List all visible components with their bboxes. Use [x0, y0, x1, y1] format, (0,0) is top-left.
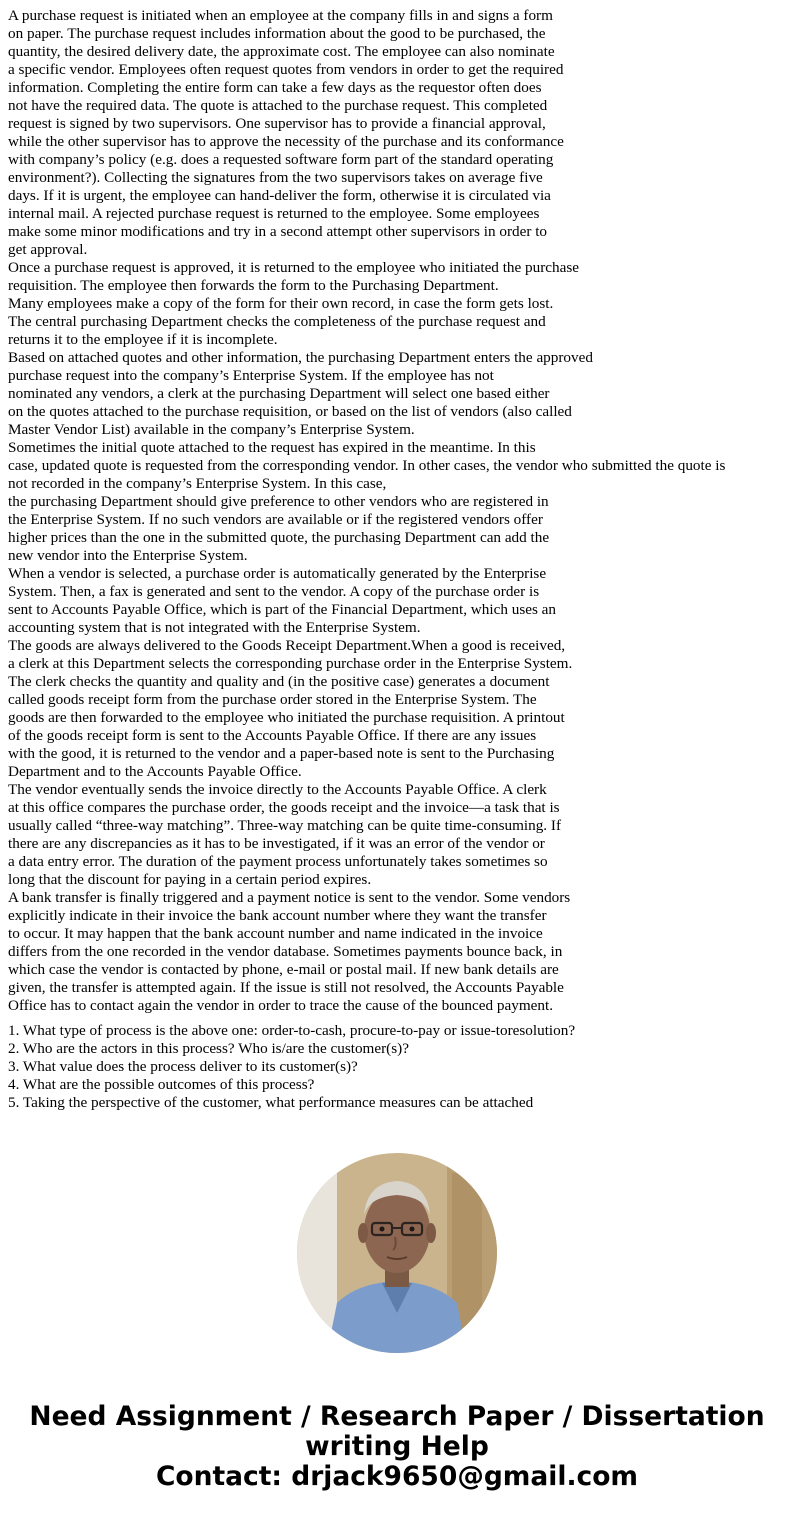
text-line: sent to Accounts Payable Office, which is part of the Financial Department, which uses an	[8, 601, 557, 618]
text-line: Office has to contact again the vendor in order to trace the cause of the bounced payment.	[8, 997, 553, 1014]
text-line: new vendor into the Enterprise System.	[8, 547, 248, 564]
text-line: Department and to the Accounts Payable Office.	[8, 763, 302, 780]
text-line: a specific vendor. Employees often request quotes from vendors in order to get the required	[8, 61, 564, 78]
text-line: there are any discrepancies as it has to be investigated, if it was an error of the vendor or	[8, 835, 545, 852]
text-line: the purchasing Department should give preference to other vendors who are registered in	[8, 493, 549, 510]
text-line: on paper. The purchase request includes information about the good to be purchased, the	[8, 25, 546, 42]
text-line: not have the required data. The quote is attached to the purchase request. This completed	[8, 97, 548, 114]
text-line: purchase request into the company’s Enterprise System. If the employee has not	[8, 367, 494, 384]
text-line: of the goods receipt form is sent to the Accounts Payable Office. If there are any issues	[8, 727, 537, 744]
text-line: get approval.	[8, 241, 88, 258]
text-line: Sometimes the initial quote attached to the request has expired in the meantime. In this	[8, 439, 536, 456]
text-line: usually called “three-way matching”. Three-way matching can be quite time-consuming. If	[8, 817, 562, 834]
text-line: quantity, the desired delivery date, the approximate cost. The employee can also nominate	[8, 43, 555, 60]
footer-contact: Contact: drjack9650@gmail.com	[155, 1461, 639, 1492]
paragraph	[8, 7, 788, 259]
question-item: 5. Taking the perspective of the customer, what performance measures can be attached	[8, 1094, 534, 1111]
paragraph	[8, 565, 788, 637]
text-line: called goods receipt form from the purchase order stored in the Enterprise System. The	[8, 691, 537, 708]
paragraph	[8, 349, 788, 439]
text-line: higher prices than the one in the submitted quote, the purchasing Department can add the	[8, 529, 550, 546]
text-line: Master Vendor List) available in the company’s Enterprise System.	[8, 421, 415, 438]
text-line: requisition. The employee then forwards the form to the Purchasing Department.	[8, 277, 499, 294]
paragraph	[8, 439, 788, 565]
text-line: internal mail. A rejected purchase request is returned to the employee. Some employees	[8, 205, 540, 222]
text-line: which case the vendor is contacted by phone, e-mail or postal mail. If new bank details are	[8, 961, 559, 978]
paragraph	[8, 637, 788, 781]
document-body	[8, 7, 788, 1112]
text-line: accounting system that is not integrated with the Enterprise System.	[8, 619, 421, 636]
text-line: given, the transfer is attempted again. If the issue is still not resolved, the Accounts Payable	[8, 979, 564, 996]
text-line: differs from the one recorded in the vendor database. Sometimes payments bounce back, in	[8, 943, 563, 960]
text-line: while the other supervisor has to approve the necessity of the purchase and its conformance	[8, 133, 564, 150]
text-line: not recorded in the company’s Enterprise System. In this case,	[8, 475, 387, 492]
text-line: explicitly indicate in their invoice the bank account number where they want the transfer	[8, 907, 547, 924]
text-line: to occur. It may happen that the bank account number and name indicated in the invoice	[8, 925, 543, 942]
text-line: The vendor eventually sends the invoice directly to the Accounts Payable Office. A clerk	[8, 781, 547, 798]
avatar-portrait-icon	[297, 1153, 497, 1353]
text-line: case, updated quote is requested from the corresponding vendor. In other cases, the vendor who submitted the quote is	[8, 457, 726, 474]
text-line: When a vendor is selected, a purchase order is automatically generated by the Enterprise	[8, 565, 547, 582]
text-line: the Enterprise System. If no such vendors are available or if the registered vendors offer	[8, 511, 543, 528]
text-line: environment?). Collecting the signatures from the two supervisors takes on average five	[8, 169, 543, 186]
text-line: Once a purchase request is approved, it is returned to the employee who initiated the purchase	[8, 259, 580, 276]
question-item: 3. What value does the process deliver to its customer(s)?	[8, 1058, 358, 1075]
footer-promo	[0, 1402, 794, 1492]
text-line: A bank transfer is finally triggered and a payment notice is sent to the vendor. Some vendors	[8, 889, 571, 906]
paragraphs	[8, 7, 788, 1015]
text-line: a data entry error. The duration of the payment process unfortunately takes sometimes so	[8, 853, 548, 870]
text-line: Many employees make a copy of the form for their own record, in case the form gets lost.	[8, 295, 554, 312]
question-item: 1. What type of process is the above one: order-to-cash, procure-to-pay or issue-toresolution?	[8, 1022, 576, 1039]
text-line: a clerk at this Department selects the corresponding purchase order in the Enterprise System.	[8, 655, 573, 672]
text-line: returns it to the employee if it is incomplete.	[8, 331, 278, 348]
text-line: on the quotes attached to the purchase requisition, or based on the list of vendors (also called	[8, 403, 572, 420]
text-line: The clerk checks the quantity and quality and (in the positive case) generates a document	[8, 673, 550, 690]
text-line: with company’s policy (e.g. does a requested software form part of the standard operating	[8, 151, 554, 168]
text-line: A purchase request is initiated when an employee at the company fills in and signs a form	[8, 7, 553, 24]
text-line: days. If it is urgent, the employee can hand-deliver the form, otherwise it is circulated via	[8, 187, 551, 204]
question-item: 4. What are the possible outcomes of this process?	[8, 1076, 315, 1093]
text-line: long that the discount for paying in a certain period expires.	[8, 871, 372, 888]
paragraph	[8, 781, 788, 889]
text-line: information. Completing the entire form can take a few days as the requestor often does	[8, 79, 542, 96]
text-line: System. Then, a fax is generated and sent to the vendor. A copy of the purchase order is	[8, 583, 540, 600]
text-line: nominated any vendors, a clerk at the purchasing Department will select one based either	[8, 385, 550, 402]
text-line: The goods are always delivered to the Goods Receipt Department.When a good is received,	[8, 637, 566, 654]
question-item: 2. Who are the actors in this process? Who is/are the customer(s)?	[8, 1040, 409, 1057]
text-line: make some minor modifications and try in a second attempt other supervisors in order to	[8, 223, 548, 240]
author-avatar	[297, 1153, 497, 1353]
paragraph	[8, 889, 788, 1015]
text-line: goods are then forwarded to the employee who initiated the purchase requisition. A printout	[8, 709, 565, 726]
question-list	[8, 1022, 788, 1112]
paragraph	[8, 259, 788, 349]
footer-line: writing Help	[305, 1431, 489, 1462]
text-line: with the good, it is returned to the vendor and a paper-based note is sent to the Purchasing	[8, 745, 555, 762]
text-line: at this office compares the purchase order, the goods receipt and the invoice—a task that is	[8, 799, 560, 816]
text-line: Based on attached quotes and other information, the purchasing Department enters the approved	[8, 349, 593, 366]
text-line: request is signed by two supervisors. One supervisor has to provide a financial approval,	[8, 115, 546, 132]
footer-line: Need Assignment / Research Paper / Dissertation	[29, 1401, 765, 1432]
text-line: The central purchasing Department checks the completeness of the purchase request and	[8, 313, 546, 330]
